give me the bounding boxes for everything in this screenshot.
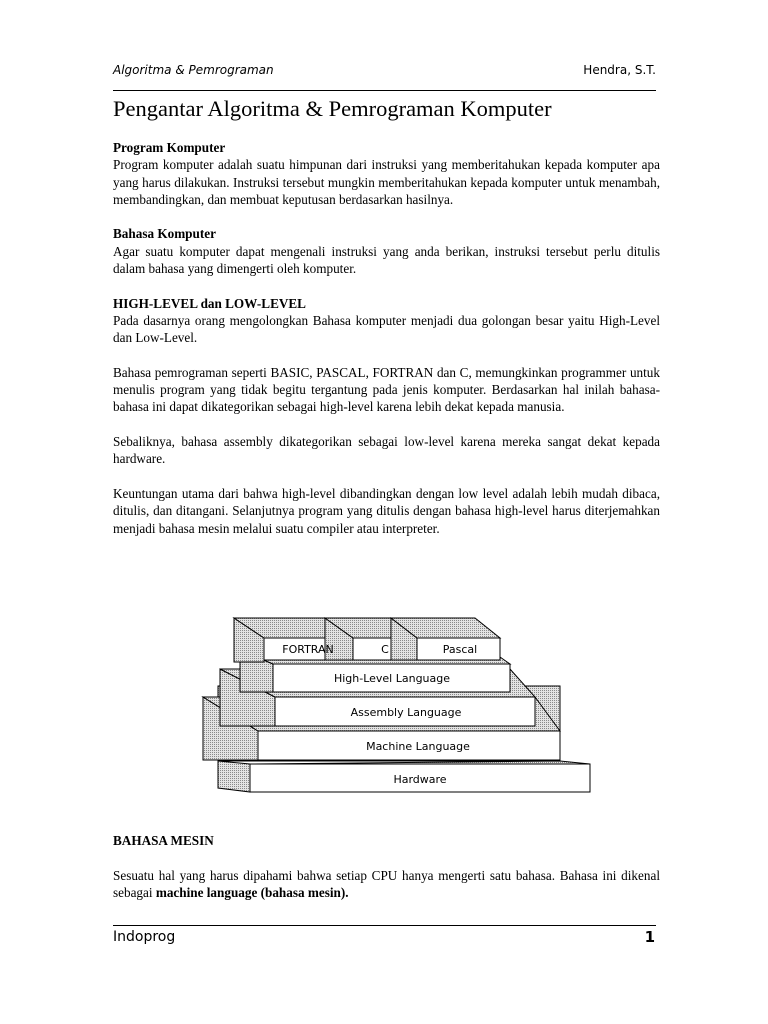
c-label: C	[381, 643, 389, 656]
machine-label: Machine Language	[366, 740, 470, 753]
heading-high-low-level: HIGH-LEVEL dan LOW-LEVEL	[113, 295, 306, 311]
pascal-label: Pascal	[442, 643, 478, 656]
paragraph-high-low-2: Bahasa pemrograman seperti BASIC, PASCAL, FORTRAN dan C, memungkinkan programmer untuk menulis program yang tidak begitu tergantung pada jenis komputer. Berdasarkan hal inilah bahasa-bahasa ini dapat dikategorikan sebagai high-level karena lebih dekat kepada manusia.	[113, 364, 660, 415]
footer-rule	[113, 925, 656, 926]
footer-publisher: Indoprog	[113, 929, 176, 945]
paragraph-bahasa-mesin	[113, 867, 660, 902]
header-rule	[113, 90, 656, 91]
header-author: Hendra, S.T.	[583, 63, 656, 77]
heading-bahasa-komputer: Bahasa Komputer	[113, 226, 216, 242]
fortran-label: FORTRAN	[282, 643, 334, 656]
hardware-label: Hardware	[393, 773, 447, 786]
body-content	[113, 139, 660, 537]
paragraph-high-low-3: Sebaliknya, bahasa assembly dikategorikan sebagai low-level karena mereka sangat dekat kepada hardware.	[113, 434, 660, 467]
header-document-title: Algoritma & Pemrograman	[113, 63, 274, 77]
assembly-label: Assembly Language	[350, 706, 462, 719]
paragraph-high-low-4: Keuntungan utama dari bahwa high-level dibandingkan dengan low level adalah lebih mudah dibaca, ditulis, dan ditangani. Selanjutnya program yang ditulis dengan bahasa high-level harus diterjemahkan menjadi bahasa mesin melalui suatu compiler atau interpreter.	[113, 485, 660, 536]
heading-program-komputer: Program Komputer	[113, 140, 226, 155]
language-pyramid-diagram	[170, 604, 600, 802]
paragraph-high-low-1: Pada dasarnya orang mengolongkan Bahasa komputer menjadi dua golongan besar yaitu High-Level dan Low-Level.	[113, 312, 660, 346]
paragraph-bahasa-komputer: Agar suatu komputer dapat mengenali instruksi yang anda berikan, instruksi tersebut perlu ditulis dalam bahasa yang dimengerti oleh komputer.	[113, 243, 660, 277]
page-title: Pengantar Algoritma & Pemrograman Komputer	[113, 96, 552, 121]
paragraph-program-komputer: Program komputer adalah suatu himpunan dari instruksi yang memberitahukan kepada komputer apa yang harus dilakukan. Instruksi tersebut mungkin memberitahukan kepada komputer untuk menambah, membandingkan, dan membuat keputusan berdasarkan hasilnya.	[113, 157, 660, 207]
high-level-label: High-Level Language	[333, 672, 451, 685]
page-number: 1	[644, 928, 655, 946]
heading-bahasa-mesin: BAHASA MESIN	[113, 833, 214, 848]
bahasa-mesin-bold-text: machine language (bahasa mesin).	[155, 884, 349, 900]
bahasa-mesin-section	[113, 832, 660, 901]
bahasa-mesin-text: Sesuatu hal yang harus dipahami bahwa setiap CPU hanya mengerti satu bahasa. Bahasa ini dikenal sebagai	[113, 867, 660, 900]
